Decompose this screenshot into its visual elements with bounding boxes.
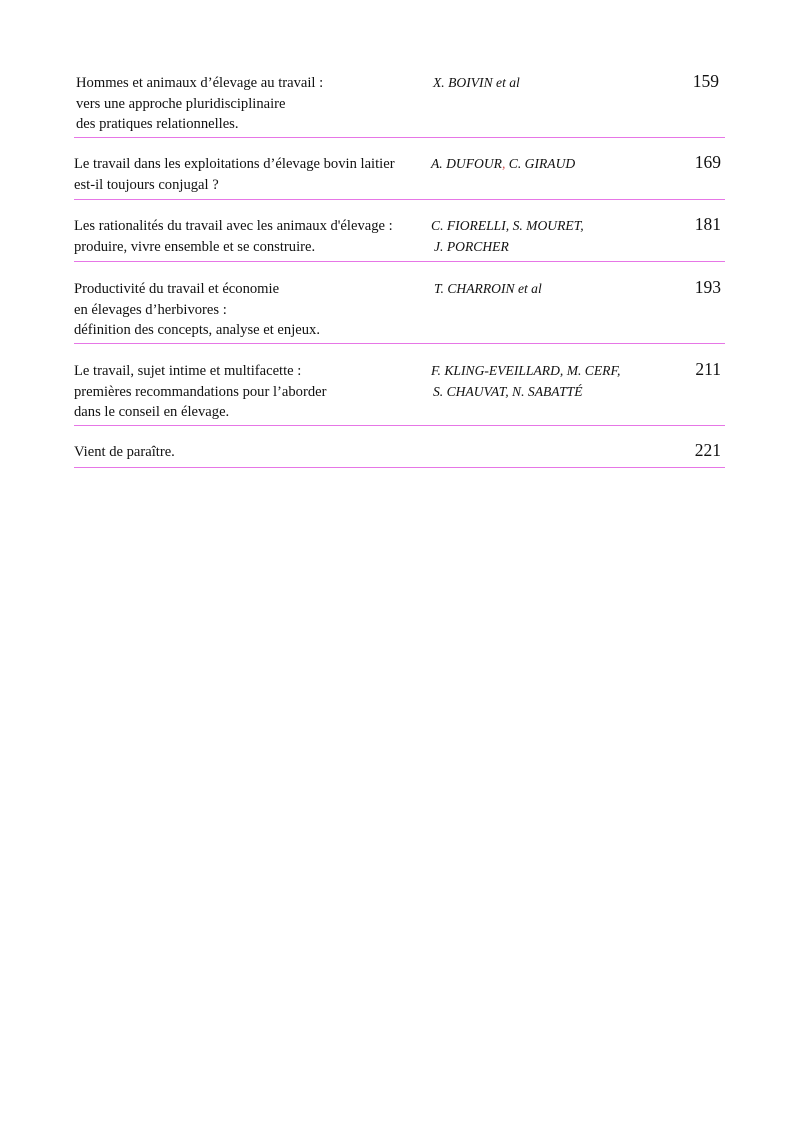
title-line: dans le conseil en élevage. <box>74 404 230 420</box>
article-authors <box>433 73 520 94</box>
toc-entry <box>74 154 725 200</box>
page-number: 169 <box>694 152 721 172</box>
title-line: produire, vivre ensemble et se construire. <box>74 238 316 255</box>
author-line: C. FIORELLI, S. MOURET, <box>431 218 584 233</box>
author-line <box>431 154 575 175</box>
title-line: Le travail dans les exploitations d’élevage bovin laitier <box>74 156 395 172</box>
title-line: Les rationalités du travail avec les animaux d'élevage : <box>74 218 393 234</box>
article-authors <box>431 216 584 257</box>
title-line: des pratiques relationnelles. <box>76 116 239 132</box>
title-line: Hommes et animaux d’élevage au travail : <box>76 75 324 91</box>
author-line: T. CHARROIN et al <box>434 281 542 296</box>
toc-entry <box>74 279 725 344</box>
title-line: Vient de paraître. <box>74 444 175 460</box>
title-line: définition des concepts, analyse et enjeux. <box>74 322 320 338</box>
title-line: Le travail, sujet intime et multifacette : <box>74 363 302 379</box>
page-number: 221 <box>694 440 721 460</box>
author-line: X. BOIVIN et al <box>433 75 520 90</box>
article-title <box>74 442 175 463</box>
title-line: premières recommandations pour l’aborder <box>74 383 327 400</box>
page-number: 159 <box>692 71 719 91</box>
article-title <box>74 216 393 257</box>
article-title <box>74 154 395 195</box>
author-name: C. GIRAUD <box>505 156 576 171</box>
toc-entry <box>74 361 725 426</box>
title-line: vers une approche pluridisciplinaire <box>76 95 286 112</box>
title-line: est-il toujours conjugal ? <box>74 176 219 193</box>
toc-entry <box>74 73 725 138</box>
table-of-contents <box>74 73 725 468</box>
author-line: S. CHAUVAT, N. SABATTÉ <box>433 383 583 399</box>
author-line: J. PORCHER <box>434 238 509 254</box>
article-title <box>74 279 320 341</box>
article-authors <box>431 154 575 175</box>
article-authors <box>434 279 542 300</box>
author-name: A. DUFOUR <box>431 156 502 171</box>
page-number: 181 <box>694 214 721 234</box>
page-number: 211 <box>695 359 721 379</box>
toc-entry <box>74 442 725 468</box>
page-number: 193 <box>694 277 721 297</box>
article-authors <box>431 361 620 402</box>
author-line: F. KLING-EVEILLARD, M. CERF, <box>431 363 621 378</box>
toc-entry <box>74 216 725 262</box>
title-line: Productivité du travail et économie <box>74 281 280 297</box>
article-title <box>74 361 326 423</box>
article-title <box>76 73 323 135</box>
title-line: en élevages d’herbivores : <box>74 301 227 318</box>
author-separator: , <box>501 156 506 171</box>
